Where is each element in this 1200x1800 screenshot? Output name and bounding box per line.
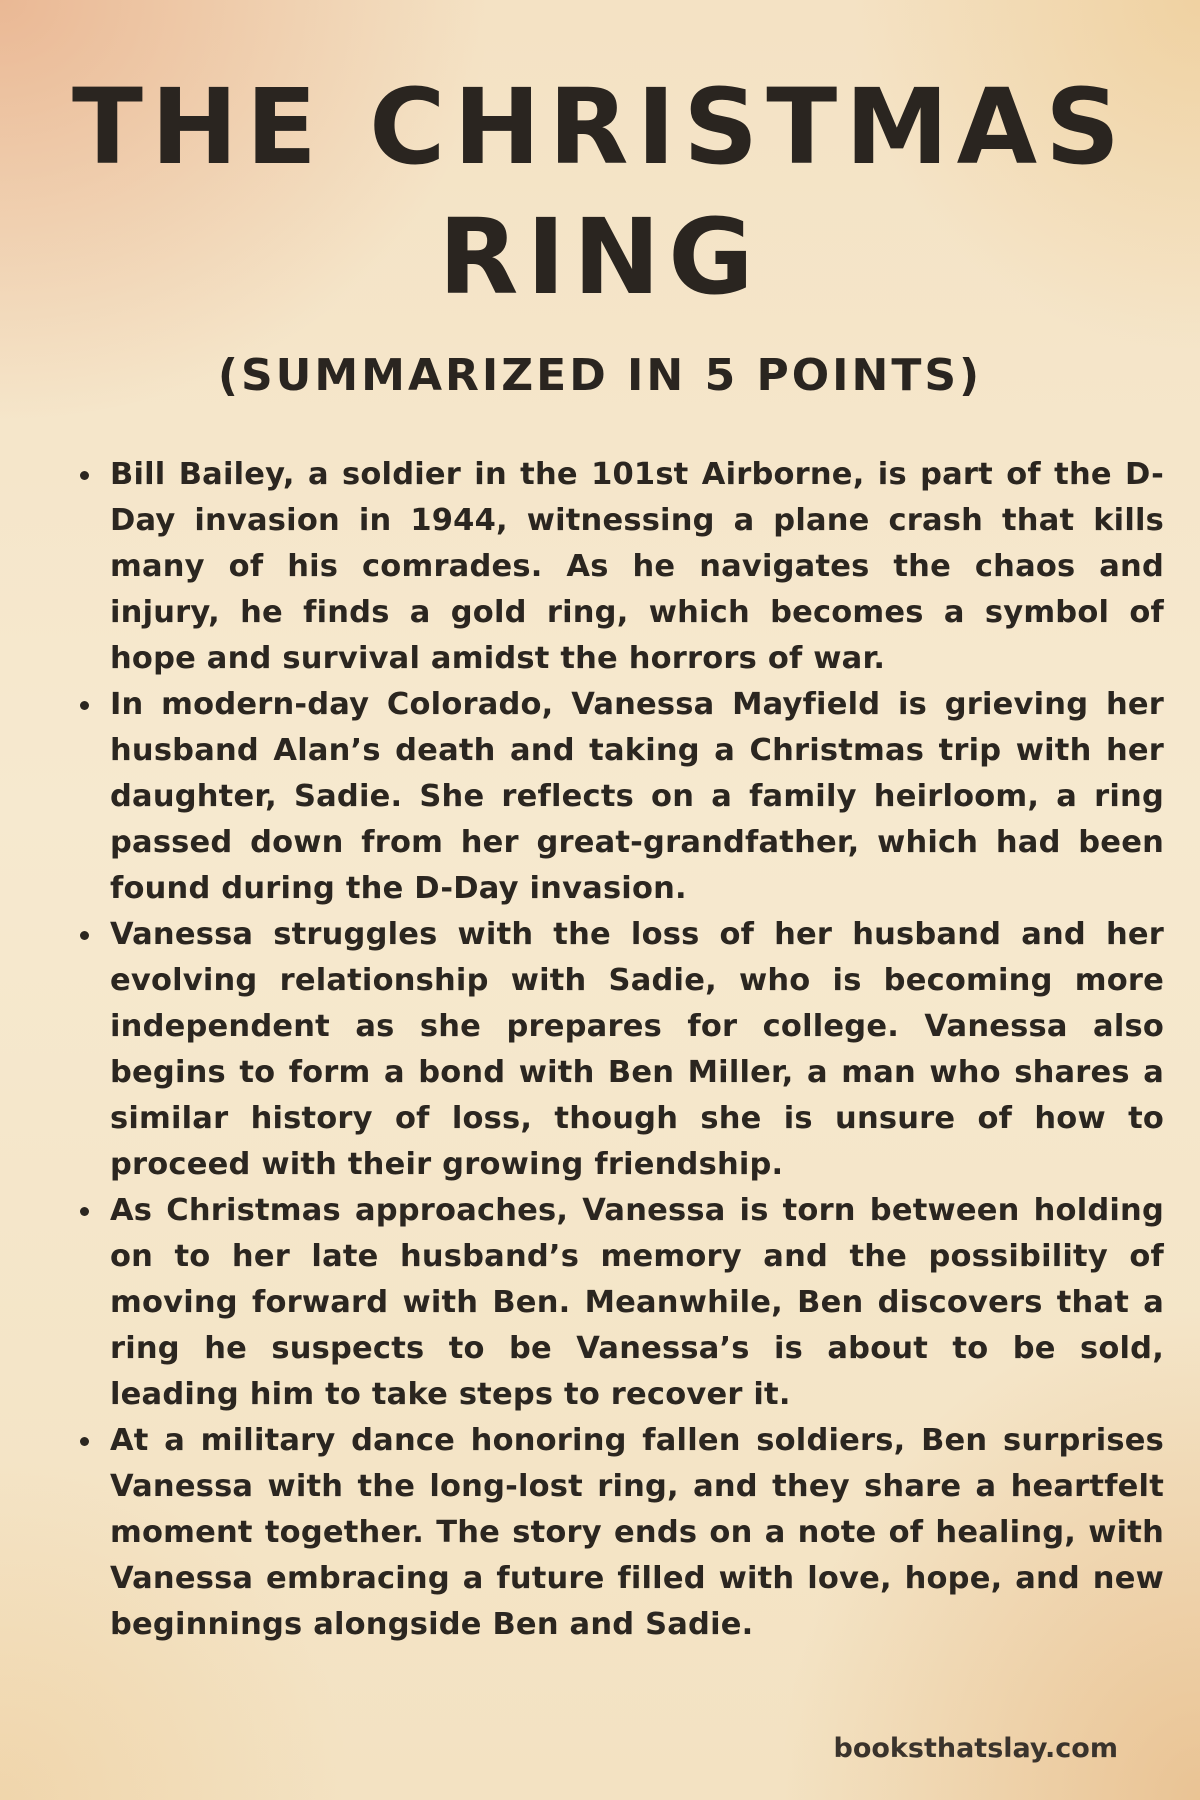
summary-point-2 — [110, 682, 1164, 912]
summary-point-5 — [110, 1418, 1164, 1648]
bullet-dot-icon — [80, 1437, 89, 1446]
summary-point-text: Vanessa struggles with the loss of her husband and her evolving relationship with Sadie, who is becoming more independent as she prepares for college. Vanessa also begins to form a bond with Ben Miller, a man who shares a similar history of loss, though she is unsure of how to proceed with their growing friendship. — [110, 917, 1164, 1182]
summary-point-4 — [110, 1188, 1164, 1418]
bullet-dot-icon — [80, 701, 89, 710]
bullet-dot-icon — [80, 931, 89, 940]
page-title: THE CHRISTMAS RING — [71, 66, 1129, 318]
bullet-dot-icon — [80, 471, 89, 480]
summary-point-1 — [110, 452, 1164, 682]
bullet-dot-icon — [80, 1207, 89, 1216]
site-watermark: booksthatslay.com — [833, 1733, 1118, 1764]
summary-point-text: As Christmas approaches, Vanessa is torn between holding on to her late husband’s memory and the possibility of moving forward with Ben. Meanwhile, Ben discovers that a ring he suspects to be Vanessa’s is about to be sold, leading him to take steps to recover it. — [110, 1193, 1164, 1412]
summary-point-text: At a military dance honoring fallen soldiers, Ben surprises Vanessa with the long-lost ring, and they share a heartfelt moment together. The story ends on a note of healing, with Vanessa embracing a future filled with love, hope, and new beginnings alongside Ben and Sadie. — [110, 1423, 1164, 1642]
summary-point-text: Bill Bailey, a soldier in the 101st Airborne, is part of the D-Day invasion in 1944, witnessing a plane crash that kills many of his comrades. As he navigates the chaos and injury, he finds a gold ring, which becomes a symbol of hope and survival amidst the horrors of war. — [110, 457, 1164, 676]
summary-point-3 — [110, 912, 1164, 1188]
summary-points-list — [72, 452, 1164, 1648]
summary-point-text: In modern-day Colorado, Vanessa Mayfield is grieving her husband Alan’s death and taking a Christmas trip with her daughter, Sadie. She reflects on a family heirloom, a ring passed down from her great-grandfather, which had been found during the D-Day invasion. — [110, 687, 1164, 906]
page-subtitle: (SUMMARIZED IN 5 POINTS) — [217, 350, 983, 401]
